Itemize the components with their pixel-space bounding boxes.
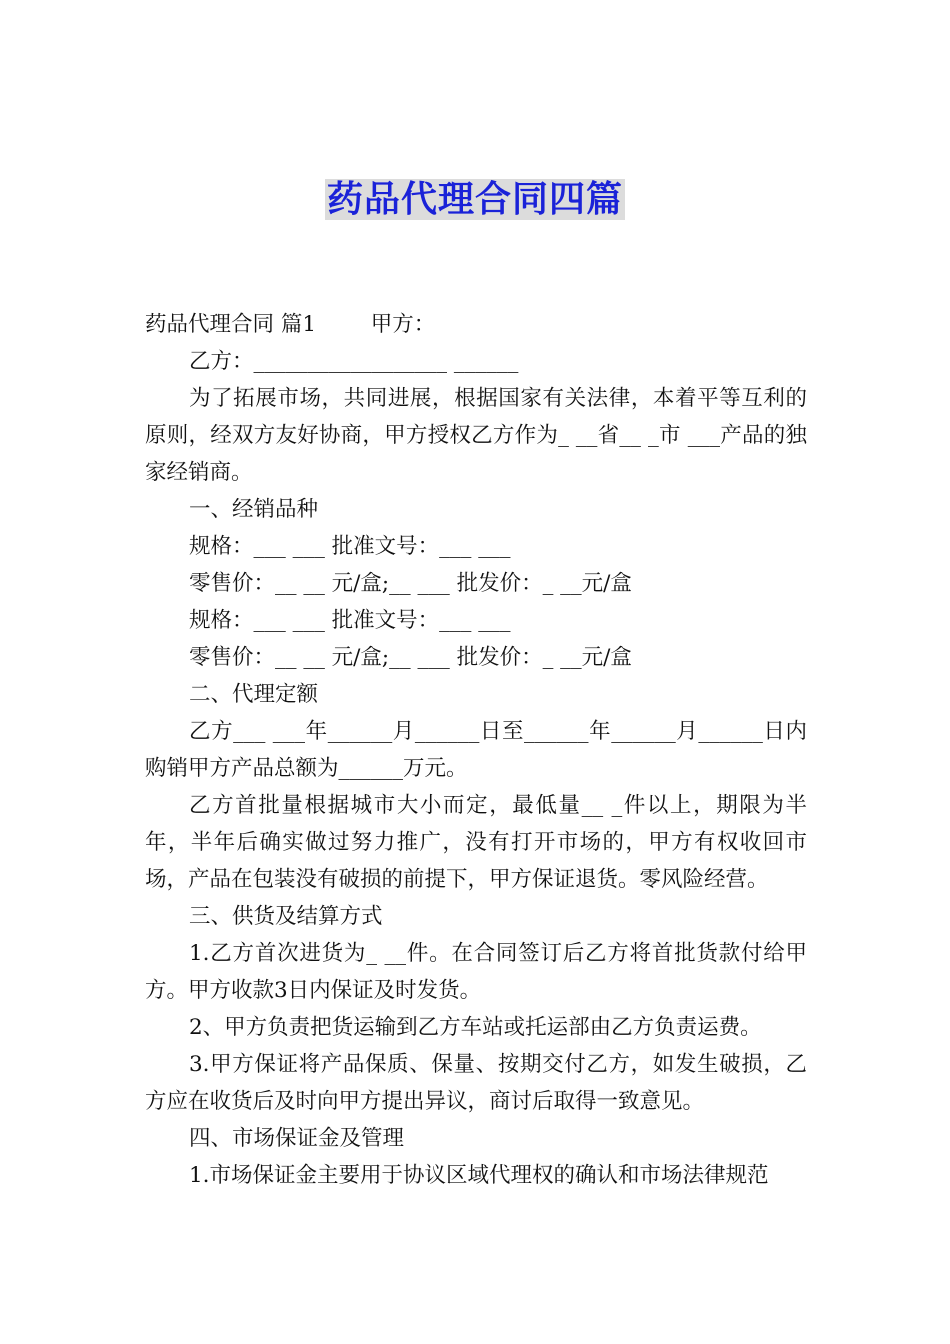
section-heading: 一、经销品种 bbox=[189, 497, 319, 522]
paragraph: 1.市场保证金主要用于协议区域代理权的确认和市场法律规范 bbox=[189, 1163, 769, 1188]
section-heading: 四、市场保证金及管理 bbox=[189, 1126, 405, 1151]
paragraph: 2、甲方负责把货运输到乙方车站或托运部由乙方负责运费。 bbox=[189, 1015, 762, 1040]
document-title-text: 药品代理合同四篇 bbox=[326, 179, 623, 220]
section-heading: 二、代理定额 bbox=[189, 682, 319, 707]
contract-heading-line bbox=[145, 306, 807, 343]
paragraph: 零售价：__ __ 元/盒;__ ___ 批发价：_ __元/盒 bbox=[189, 645, 632, 670]
paragraph: 规格：___ ___ 批准文号：___ ___ bbox=[189, 608, 511, 633]
paragraph: 为了拓展市场，共同进展，根据国家有关法律，本着平等互利的原则，经双方友好协商，甲方授权乙方作为_ __省__ _市 ___产品的独家经销商。 bbox=[145, 386, 807, 485]
contract-heading: 药品代理合同 篇1 bbox=[145, 312, 317, 337]
paragraph: 乙方首批量根据城市大小而定，最低量__ _件以上，期限为半年，半年后确实做过努力推广，没有打开市场的，甲方有权收回市场，产品在包装没有破损的前提下，甲方保证退货。零风险经营。 bbox=[145, 793, 807, 892]
section-heading: 三、供货及结算方式 bbox=[189, 904, 383, 929]
paragraph: 1.乙方首次进货为_ __件。在合同签订后乙方将首批货款付给甲方。甲方收款3日内保证及时发货。 bbox=[145, 941, 807, 1003]
paragraph: 规格：___ ___ 批准文号：___ ___ bbox=[189, 534, 511, 559]
paragraph: 乙方___ ___年______月______日至______年______月______日内购销甲方产品总额为______万元。 bbox=[145, 719, 807, 781]
party-a-label: 甲方： bbox=[370, 312, 436, 337]
document-body bbox=[145, 306, 807, 1194]
document-title bbox=[0, 176, 950, 224]
paragraph: 零售价：__ __ 元/盒;__ ___ 批发价：_ __元/盒 bbox=[189, 571, 632, 596]
paragraph: 3.甲方保证将产品保质、保量、按期交付乙方，如发生破损，乙方应在收货后及时向甲方提出异议，商讨后取得一致意见。 bbox=[145, 1052, 807, 1114]
party-b-line: 乙方：__________________ ______ bbox=[189, 349, 519, 374]
